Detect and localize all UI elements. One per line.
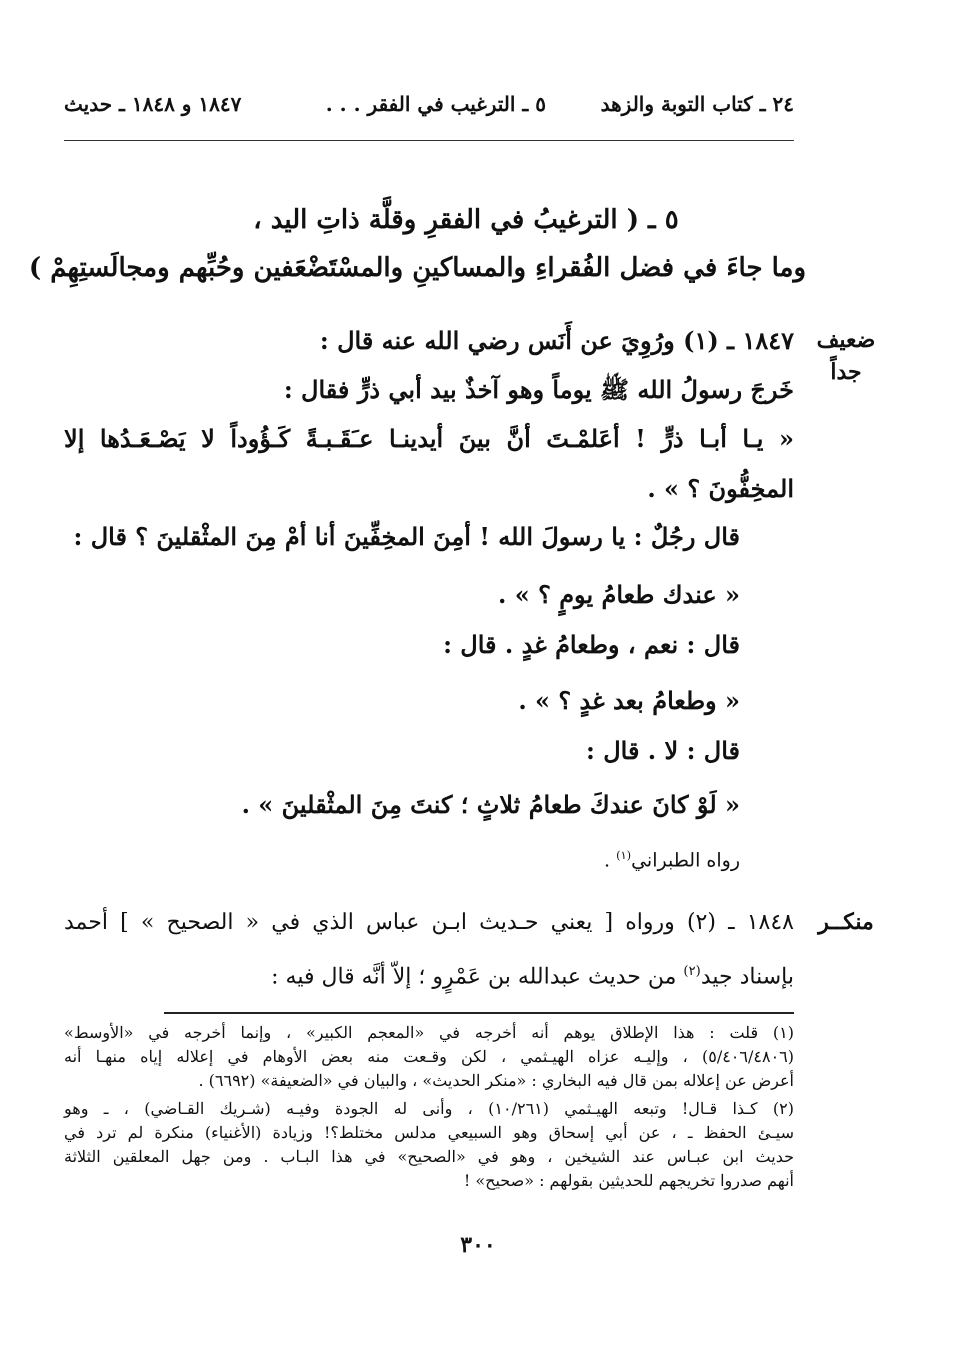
footnote-line: (٢) كـذا قـال! وتبعه الهيـثمي (١٠/٢٦١) ، وأنى له الجودة وفيـه (شـريك القـاضي) ، ـ وهو [64, 1099, 794, 1118]
hadith-1847-line-4: المخِفُّونَ ؟ » . [647, 474, 794, 503]
grade-word-2: جداً [830, 359, 862, 385]
footnote-marker-2[interactable]: (٢) [683, 964, 701, 979]
header-chapter: ٢٤ ـ كتاب التوبة والزهد [600, 92, 794, 116]
grade-margin-note-1847 [806, 324, 886, 388]
page-number: ٣٠٠ [460, 1232, 496, 1258]
footnote-line: (١) قلت : هذا الإطلاق يوهم أنه أخرجه في «المعجم الكبير» ، وإنما أخرجه في «الأوسط» [64, 1023, 794, 1042]
hadith-1848-line-2 [271, 964, 794, 989]
isnad-text: بإسناد جيد [700, 964, 794, 990]
footnote-line: سيـئ الحفظ ـ ، عن أبي إسحاق وهو السبيعي مدلس مختلط؟! وزيادة (الأغنياء) منكرة لم ترد في [64, 1123, 794, 1142]
hadith-1847-line-9: قال : لا . قال : [586, 736, 740, 765]
section-title [28, 196, 806, 292]
hadith-1847-line-2: خَرجَ رسولُ الله ﷺ يوماً وهو آخذٌ بيد أبي ذرٍّ فقال : [283, 375, 794, 404]
footnote-divider [164, 1012, 794, 1014]
hadith-1847-line-7: قال : نعم ، وطعامُ غدٍ . قال : [443, 630, 740, 659]
footnote-line: (٥/٤٠٦/٤٨٠٦) ، وإليـه عزاه الهيـثمي ، لكن وقـعت منه بعض الأوهام في إعلاله إياه منهـا أنه [64, 1047, 794, 1066]
grade-word-1: ضعيف [816, 327, 876, 353]
footnote-line: أنهم صدروا تخريجهم للحديثين بقولهم : «صحيح» ! [463, 1171, 794, 1190]
hadith-1847-line-8: « وطعامُ بعد غدٍ ؟ » . [518, 686, 740, 715]
source-end: . [603, 849, 617, 872]
hadith-1847-line-10: « لَوْ كانَ عندكَ طعامُ ثلاثٍ ؛ كنتَ مِنَ المثْقلينَ » . [241, 790, 740, 819]
hadith-1847-line-6: « عندك طعامُ يومٍ ؟ » . [498, 580, 740, 609]
footnote-marker-1[interactable]: (١) [616, 848, 632, 862]
header-divider [64, 140, 794, 141]
hadith-1847-line-1: ١٨٤٧ ـ (١) ورُوِيَ عن أَنَس رضي الله عنه قال : [319, 326, 794, 355]
hadith-1847-line-5: قال رجُلٌ : يا رسولَ الله ! أمِنَ المخِفِّينَ أنا أمْ مِنَ المثْقلينَ ؟ قال : [73, 522, 740, 551]
hadith-1847-line-3: « يـا أبـا ذرٍّ ! أعَلمْـتَ أنَّ بينَ أيدينـا عـَقَـبـةً كَـؤُوداً لا يَصْـعَـدُها إلا [64, 424, 794, 453]
hadith-1848-text: من حديث عبدالله بن عَمْرٍو ؛ إلاّ أنَّه قال فيه : [271, 964, 684, 990]
header-hadith-range: ١٨٤٧ و ١٨٤٨ ـ حديث [64, 92, 242, 116]
footnote-line: حديث ابن عبـاس عند الشيخين ، وهو في «الصحيح» في هذا البـاب . ومن جهل المعلقين الثلاثة [64, 1147, 794, 1166]
footnote-line: أعرض عن إعلاله بمن قال فيه البخاري : «منكر الحديث» ، والبيان في «الضعيفة» (٦٦٩٢) . [198, 1071, 794, 1090]
header-section: ٥ ـ الترغيب في الفقر . . . [325, 92, 546, 116]
section-title-line-1: ٥ ـ ( الترغيبُ في الفقرِ وقلَّة ذاتِ اليد ، [253, 205, 679, 235]
running-header [64, 92, 794, 126]
section-title-line-2: وما جاءَ في فضل الفُقراءِ والمساكينِ والمسْتَضْعَفين وحُبِّهم ومجالَستِهِمْ ) [28, 253, 806, 283]
hadith-1847-source [604, 848, 740, 871]
source-text: رواه الطبراني [631, 849, 740, 872]
hadith-1848-line-1: ١٨٤٨ ـ (٢) ورواه [ يعني حـديث ابـن عباس الذي في « الصحيح » ] أحمد [64, 910, 794, 935]
grade-margin-note-1848: منكــر [818, 909, 874, 935]
